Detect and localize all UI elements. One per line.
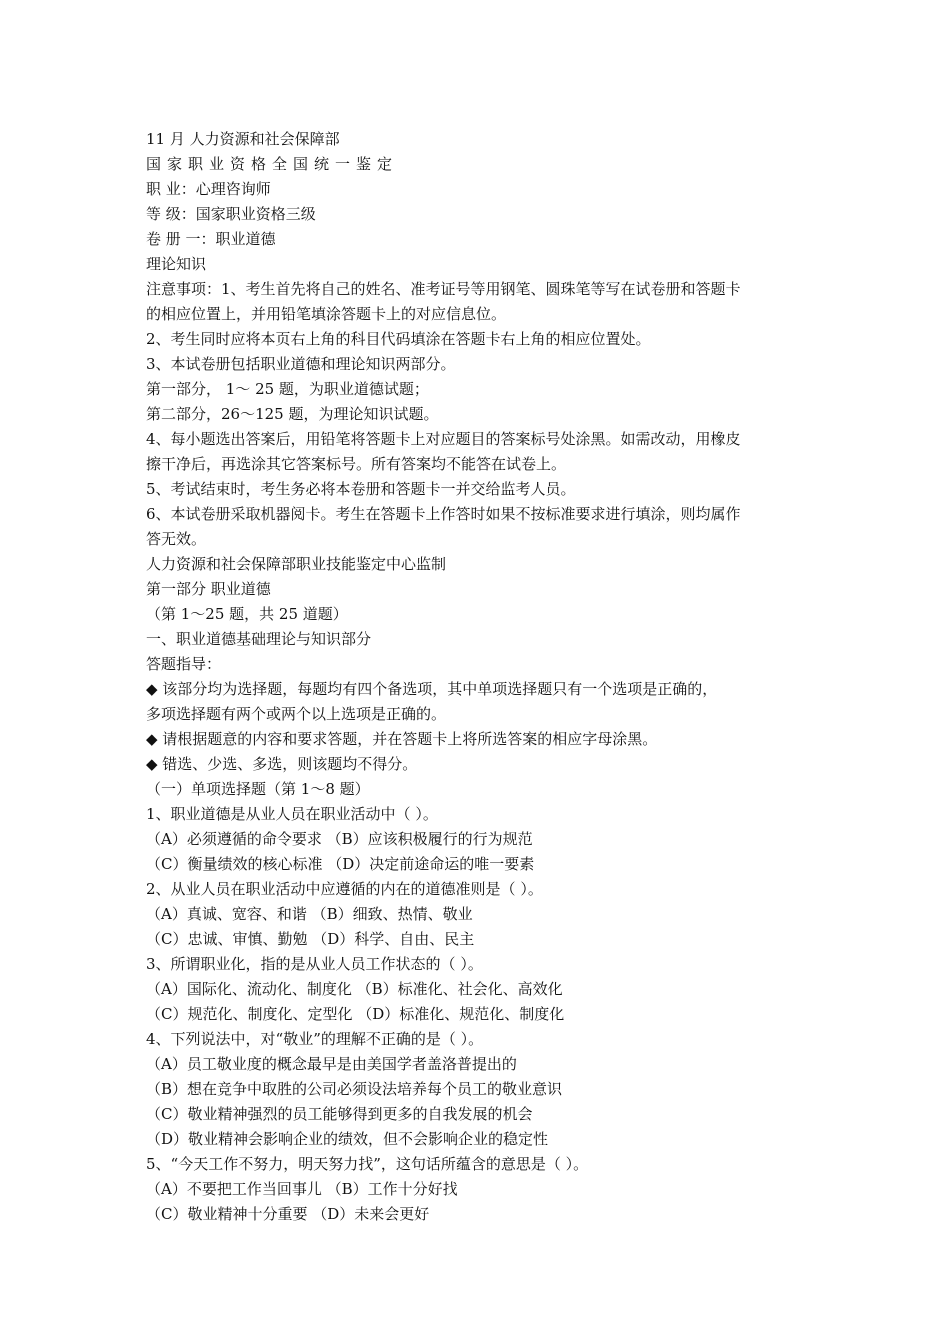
note-3: 3、本试卷册包括职业道德和理论知识两部分。 [146, 355, 456, 373]
question-4-option-a: （A）员工敬业度的概念最早是由美国学者盖洛普提出的 [146, 1055, 517, 1073]
note-5: 5、考试结束时，考生务必将本卷册和答题卡一并交给监考人员。 [146, 480, 576, 498]
question-4-option-d: （D）敬业精神会影响企业的绩效，但不会影响企业的稳定性 [146, 1130, 549, 1148]
single-choice-title: （一）单项选择题（第 1～8 题） [146, 780, 370, 798]
note-6a: 6、本试卷册采取机器阅卡。考生在答题卡上作答时如果不按标准要求进行填涂，则均属作 [146, 505, 741, 523]
guide-title: 答题指导： [146, 655, 222, 673]
note-4b: 擦干净后，再选涂其它答案标号。所有答案均不能答在试卷上。 [146, 455, 567, 473]
guide-2: ◆ 请根据题意的内容和要求答题，并在答题卡上将所选答案的相应字母涂黑。 [146, 730, 658, 748]
header-title-line: 11 月 人力资源和社会保障部 [146, 130, 340, 148]
question-5-options-ab: （A）不要把工作当回事儿 （B）工作十分好找 [146, 1180, 458, 1198]
section-range: （第 1～25 题，共 25 道题） [146, 605, 348, 623]
guide-1b: 多项选择题有两个或两个以上选项是正确的。 [146, 705, 447, 723]
exam-name: 国家职业资格全国统一鉴定 [146, 155, 399, 173]
question-1-options-cd: （C）衡量绩效的核心标准 （D）决定前途命运的唯一要素 [146, 855, 535, 873]
question-3-stem: 3、所谓职业化，指的是从业人员工作状态的（ ）。 [146, 955, 483, 973]
question-2-options-cd: （C）忠诚、审慎、勤勉 （D）科学、自由、民主 [146, 930, 475, 948]
note-1a: 注意事项：1、考生首先将自己的姓名、准考证号等用钢笔、圆珠笔等写在试卷册和答题卡 [146, 280, 741, 298]
question-3-options-cd: （C）规范化、制度化、定型化 （D）标准化、规范化、制度化 [146, 1005, 565, 1023]
question-5-stem: 5、“今天工作不努力，明天努力找”，这句话所蕴含的意思是（ ）。 [146, 1155, 589, 1173]
question-4-option-c: （C）敬业精神强烈的员工能够得到更多的自我发展的机会 [146, 1105, 533, 1123]
question-2-stem: 2、从业人员在职业活动中应遵循的内在的道德准则是（ ）。 [146, 880, 543, 898]
question-4-stem: 4、下列说法中，对“敬业”的理解不正确的是（ ）。 [146, 1030, 484, 1048]
question-1-stem: 1、职业道德是从业人员在职业活动中（ ）。 [146, 805, 438, 823]
occupation-line: 职 业：心理咨询师 [146, 180, 271, 198]
note-part1: 第一部分， 1～ 25 题，为职业道德试题； [146, 380, 429, 398]
guide-3: ◆ 错选、少选、多选，则该题均不得分。 [146, 755, 418, 773]
subtitle-line: 理论知识 [146, 255, 207, 273]
guide-1a: ◆ 该部分均为选择题，每题均有四个备选项，其中单项选择题只有一个选项是正确的， [146, 680, 718, 698]
question-5-options-cd: （C）敬业精神十分重要 （D）未来会更好 [146, 1205, 430, 1223]
section-title: 第一部分 职业道德 [146, 580, 271, 598]
level-line: 等 级：国家职业资格三级 [146, 205, 316, 223]
note-part2: 第二部分，26～125 题，为理论知识试题。 [146, 405, 439, 423]
supervisor-line: 人力资源和社会保障部职业技能鉴定中心监制 [146, 555, 447, 573]
question-4-option-b: （B）想在竞争中取胜的公司必须设法培养每个员工的敬业意识 [146, 1080, 563, 1098]
note-1b: 的相应位置上，并用铅笔填涂答题卡上的对应信息位。 [146, 305, 507, 323]
note-2: 2、考生同时应将本页右上角的科目代码填涂在答题卡右上角的相应位置处。 [146, 330, 651, 348]
volume-line: 卷 册 一：职业道德 [146, 230, 276, 248]
question-3-options-ab: （A）国际化、流动化、制度化 （B）标准化、社会化、高效化 [146, 980, 563, 998]
section-sub: 一、职业道德基础理论与知识部分 [146, 630, 372, 648]
question-1-options-ab: （A）必须遵循的命令要求 （B）应该积极履行的行为规范 [146, 830, 533, 848]
question-2-options-ab: （A）真诚、宽容、和谐 （B）细致、热情、敬业 [146, 905, 473, 923]
note-4a: 4、每小题选出答案后，用铅笔将答题卡上对应题目的答案标号处涂黑。如需改动，用橡皮 [146, 430, 741, 448]
note-6b: 答无效。 [146, 530, 207, 548]
document-body [146, 127, 816, 1227]
